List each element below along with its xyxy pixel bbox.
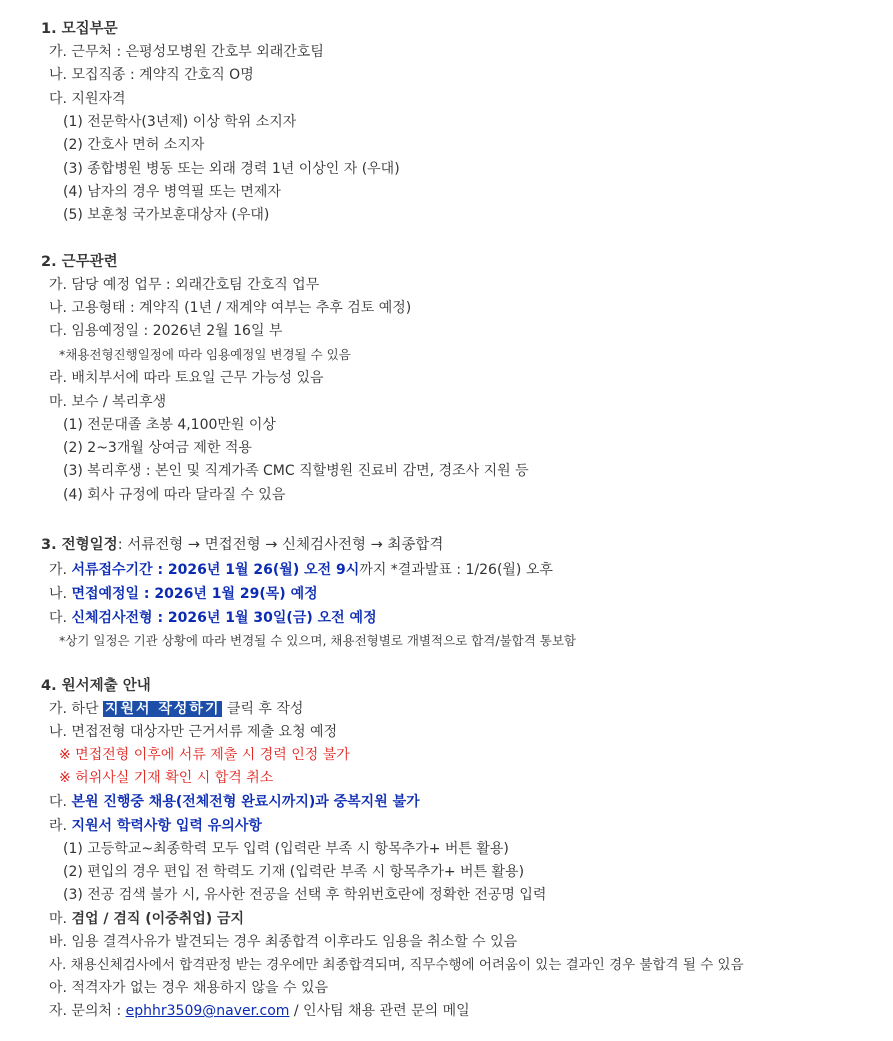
education-rule-3: (3) 전공 검색 불가 시, 유사한 전공을 선택 후 학위번호란에 정확한 전공명 입력 (63, 887, 547, 903)
s3-da-prefix: 다. (49, 610, 72, 626)
s3-ga-prefix: 가. (49, 562, 72, 578)
s4-ma-prefix: 마. (49, 911, 72, 927)
section-4-title: 4. 원서제출 안내 (41, 678, 151, 694)
s2-item-ra: 라. 배치부서에 따라 토요일 근무 가능성 있음 (49, 370, 324, 386)
qualification-1: (1) 전문학사(3년제) 이상 학위 소지자 (63, 114, 297, 130)
s3-note: *상기 일정은 기관 상황에 따라 변경될 수 있으며, 채용전형별로 개별적으로 합격/불합격 통보함 (59, 633, 576, 648)
result-announcement: 까지 *결과발표 : 1/26(월) 오후 (359, 562, 553, 578)
s4-item-ra (49, 816, 262, 838)
s1-item-da: 다. 지원자격 (49, 91, 126, 107)
s4-ga-rest: 클릭 후 작성 (222, 701, 304, 717)
education-rule-1: (1) 고등학교~최종학력 모두 입력 (입력란 부족 시 항목추가+ 버튼 활용) (63, 841, 509, 857)
dual-employment-ban: 겸업 / 겸직 (이중취업) 금지 (71, 911, 245, 927)
s4-item-na: 나. 면접전형 대상자만 근거서류 제출 요청 예정 (49, 724, 338, 740)
s1-item-na: 나. 모집직종 : 계약직 간호직 O명 (49, 67, 254, 83)
s4-ja-prefix: 자. 문의처 : (49, 1003, 126, 1019)
s3-na-prefix: 나. (49, 586, 72, 602)
qualification-2: (2) 간호사 면허 소지자 (63, 137, 205, 153)
benefit-2: (2) 2~3개월 상여금 제한 적용 (63, 440, 252, 456)
qualification-4: (4) 남자의 경우 병역필 또는 면제자 (63, 184, 281, 200)
benefit-3: (3) 복리후생 : 본인 및 직계가족 CMC 직할병원 진료비 감면, 경조사 지원 등 (63, 463, 529, 479)
s3-item-da (49, 608, 377, 630)
s2-note: *채용전형진행일정에 따라 임용예정일 변경될 수 있음 (59, 347, 351, 362)
section-3-title (41, 535, 443, 557)
apply-form-link[interactable]: 지원서 작성하기 (104, 701, 221, 717)
contact-email-link[interactable]: ephhr3509@naver.com (125, 1003, 290, 1019)
s4-item-da (49, 792, 420, 814)
s4-item-ba: 바. 임용 결격사유가 발견되는 경우 최종합격 이후라도 임용을 취소할 수 있음 (49, 934, 518, 950)
section-3-process: : 서류전형 → 면접전형 → 신체검사전형 → 최종합격 (117, 537, 444, 553)
s2-item-da: 다. 임용예정일 : 2026년 2월 16일 부 (49, 323, 283, 339)
education-input-notice: 지원서 학력사항 입력 유의사항 (71, 818, 262, 834)
s2-item-ma: 마. 보수 / 복리후생 (49, 394, 167, 410)
s1-item-ga: 가. 근무처 : 은평성모병원 간호부 외래간호팀 (49, 44, 324, 60)
s4-item-a: 아. 적격자가 없는 경우 채용하지 않을 수 있음 (49, 980, 329, 996)
education-rule-2: (2) 편입의 경우 편입 전 학력도 기재 (입력란 부족 시 항목추가+ 버튼 활용) (63, 864, 525, 880)
warning-false-info: ※ 허위사실 기재 확인 시 합격 취소 (59, 770, 274, 786)
benefit-1: (1) 전문대졸 초봉 4,100만원 이상 (63, 417, 276, 433)
section-3-heading: 3. 전형일정 (41, 537, 118, 553)
s4-item-sa: 사. 채용신체검사에서 합격판정 받는 경우에만 최종합격되며, 직무수행에 어려움이 있는 결과인 경우 불합격 될 수 있음 (49, 957, 744, 973)
qualification-5: (5) 보훈청 국가보훈대상자 (우대) (63, 207, 270, 223)
s4-ra-prefix: 라. (49, 818, 72, 834)
s2-item-na: 나. 고용형태 : 계약직 (1년 / 재계약 여부는 추후 검토 예정) (49, 300, 412, 316)
s2-item-ga: 가. 담당 예정 업무 : 외래간호팀 간호직 업무 (49, 277, 320, 293)
medical-exam-date: 신체검사전형 : 2026년 1월 30일(금) 오전 예정 (71, 610, 377, 626)
s4-item-ga (49, 699, 303, 721)
qualification-3: (3) 종합병원 병동 또는 외래 경력 1년 이상인 자 (우대) (63, 161, 400, 177)
benefit-4: (4) 회사 규정에 따라 달라질 수 있음 (63, 487, 286, 503)
s3-item-ga (49, 560, 553, 582)
duplicate-application-notice: 본원 진행중 채용(전체전형 완료시까지)과 중복지원 불가 (71, 794, 420, 810)
s4-item-ma (49, 909, 244, 931)
section-2-title: 2. 근무관련 (41, 254, 118, 270)
s4-da-prefix: 다. (49, 794, 72, 810)
s4-ja-rest: / 인사팀 채용 관련 문의 메일 (289, 1003, 470, 1019)
s3-item-na (49, 584, 318, 606)
s4-ga-prefix: 가. 하단 (49, 701, 103, 717)
warning-career: ※ 면접전형 이후에 서류 제출 시 경력 인정 불가 (59, 747, 350, 763)
section-1-title: 1. 모집부문 (41, 21, 118, 37)
interview-date: 면접예정일 : 2026년 1월 29(목) 예정 (71, 586, 318, 602)
s4-item-ja (49, 1001, 470, 1023)
application-period: 서류접수기간 : 2026년 1월 26(월) 오전 9시 (71, 562, 360, 578)
